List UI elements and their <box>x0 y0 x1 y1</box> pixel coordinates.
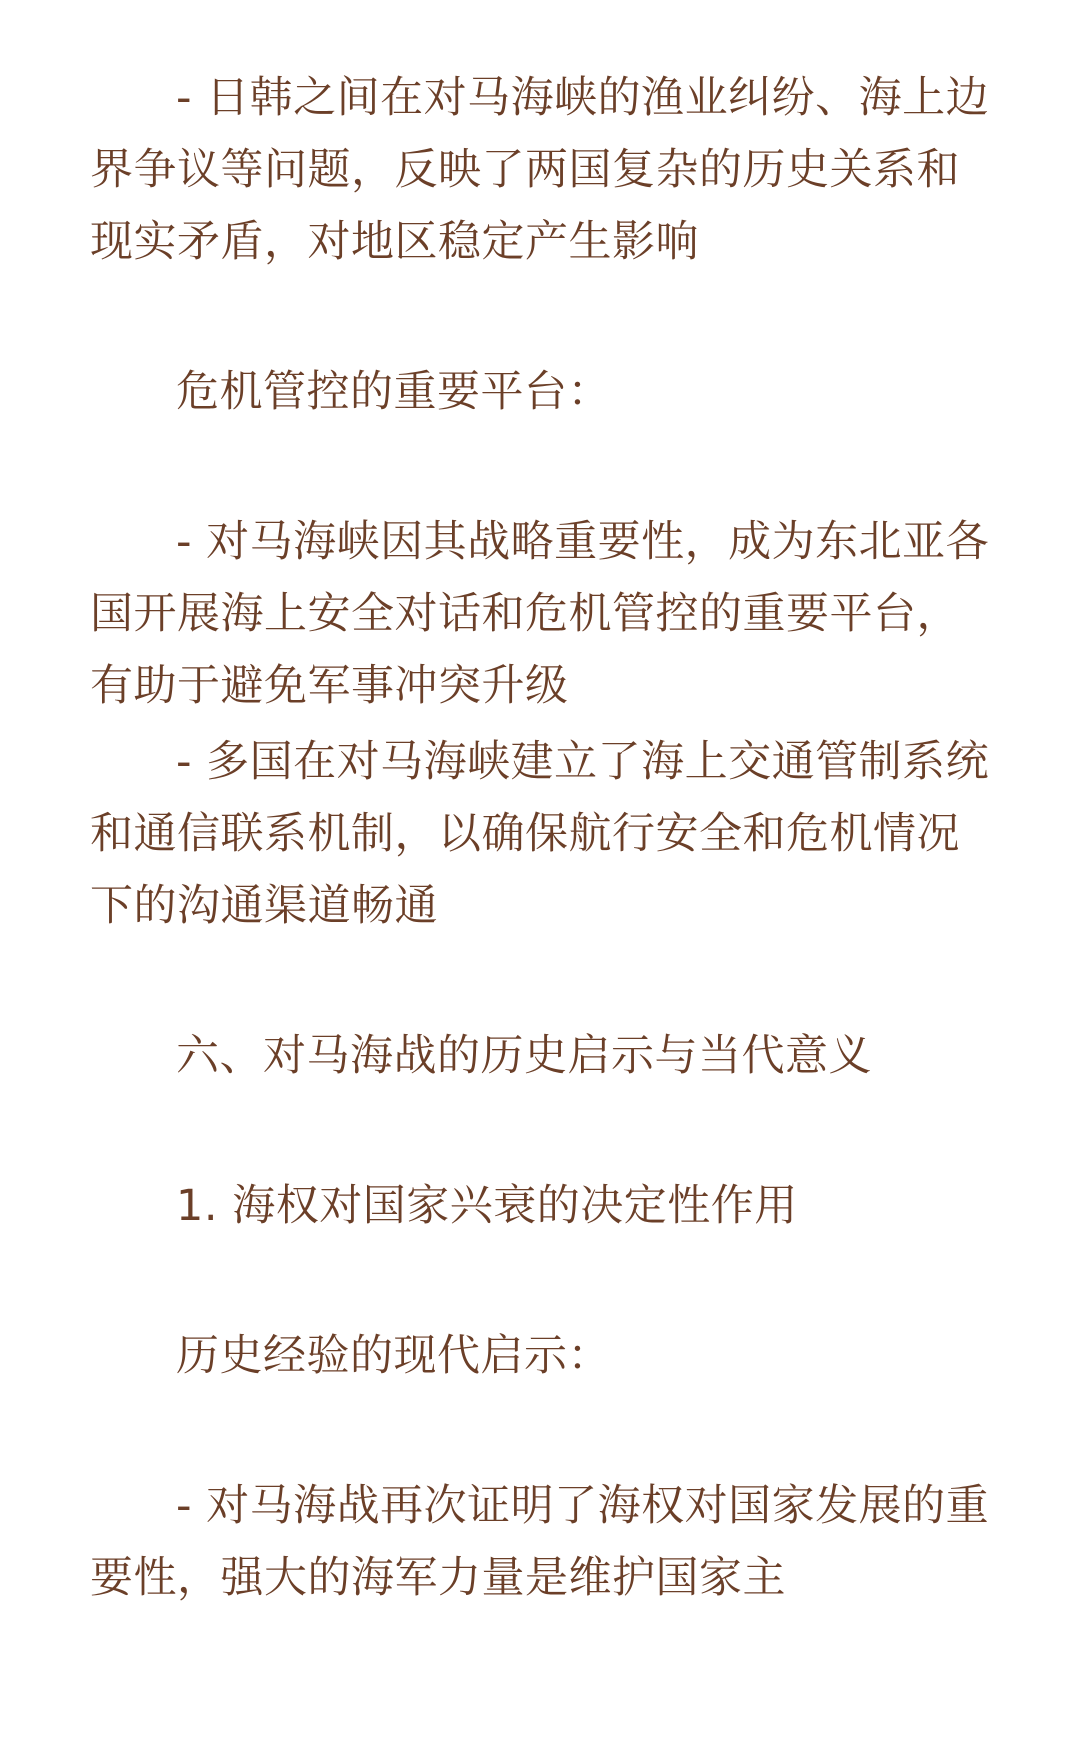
paragraph-fishery-disputes: - 日韩之间在对马海峡的渔业纠纷、海上边界争议等问题，反映了两国复杂的历史关系和现实矛盾，对地区稳定产生影响 <box>90 73 990 267</box>
paragraph-traffic-control: - 多国在对马海峡建立了海上交通管制系统和通信联系机制，以确保航行安全和危机情况下的沟通渠道畅通 <box>90 737 990 931</box>
paragraph-sea-power-importance: - 对马海战再次证明了海权对国家发展的重要性，强大的海军力量是维护国家主 <box>90 1481 990 1603</box>
paragraph-spacer <box>90 428 990 506</box>
section-heading-six: 六、对马海战的历史启示与当代意义 <box>176 1031 872 1081</box>
paragraph-spacer <box>90 942 990 1020</box>
subsection-heading-one: 1. 海权对国家兴衰的决定性作用 <box>176 1181 798 1231</box>
paragraph-spacer <box>90 278 990 356</box>
paragraph-crisis-platform-heading: 危机管控的重要平台： <box>176 367 611 417</box>
paragraph-spacer <box>90 1092 990 1170</box>
paragraph-historical-lessons-heading: 历史经验的现代启示： <box>176 1331 611 1381</box>
paragraph-spacer <box>90 1242 990 1320</box>
paragraph-security-dialogue: - 对马海峡因其战略重要性，成为东北亚各国开展海上安全对话和危机管控的重要平台，有助于避免军事冲突升级 <box>90 517 990 711</box>
paragraph-spacer <box>90 1392 990 1470</box>
